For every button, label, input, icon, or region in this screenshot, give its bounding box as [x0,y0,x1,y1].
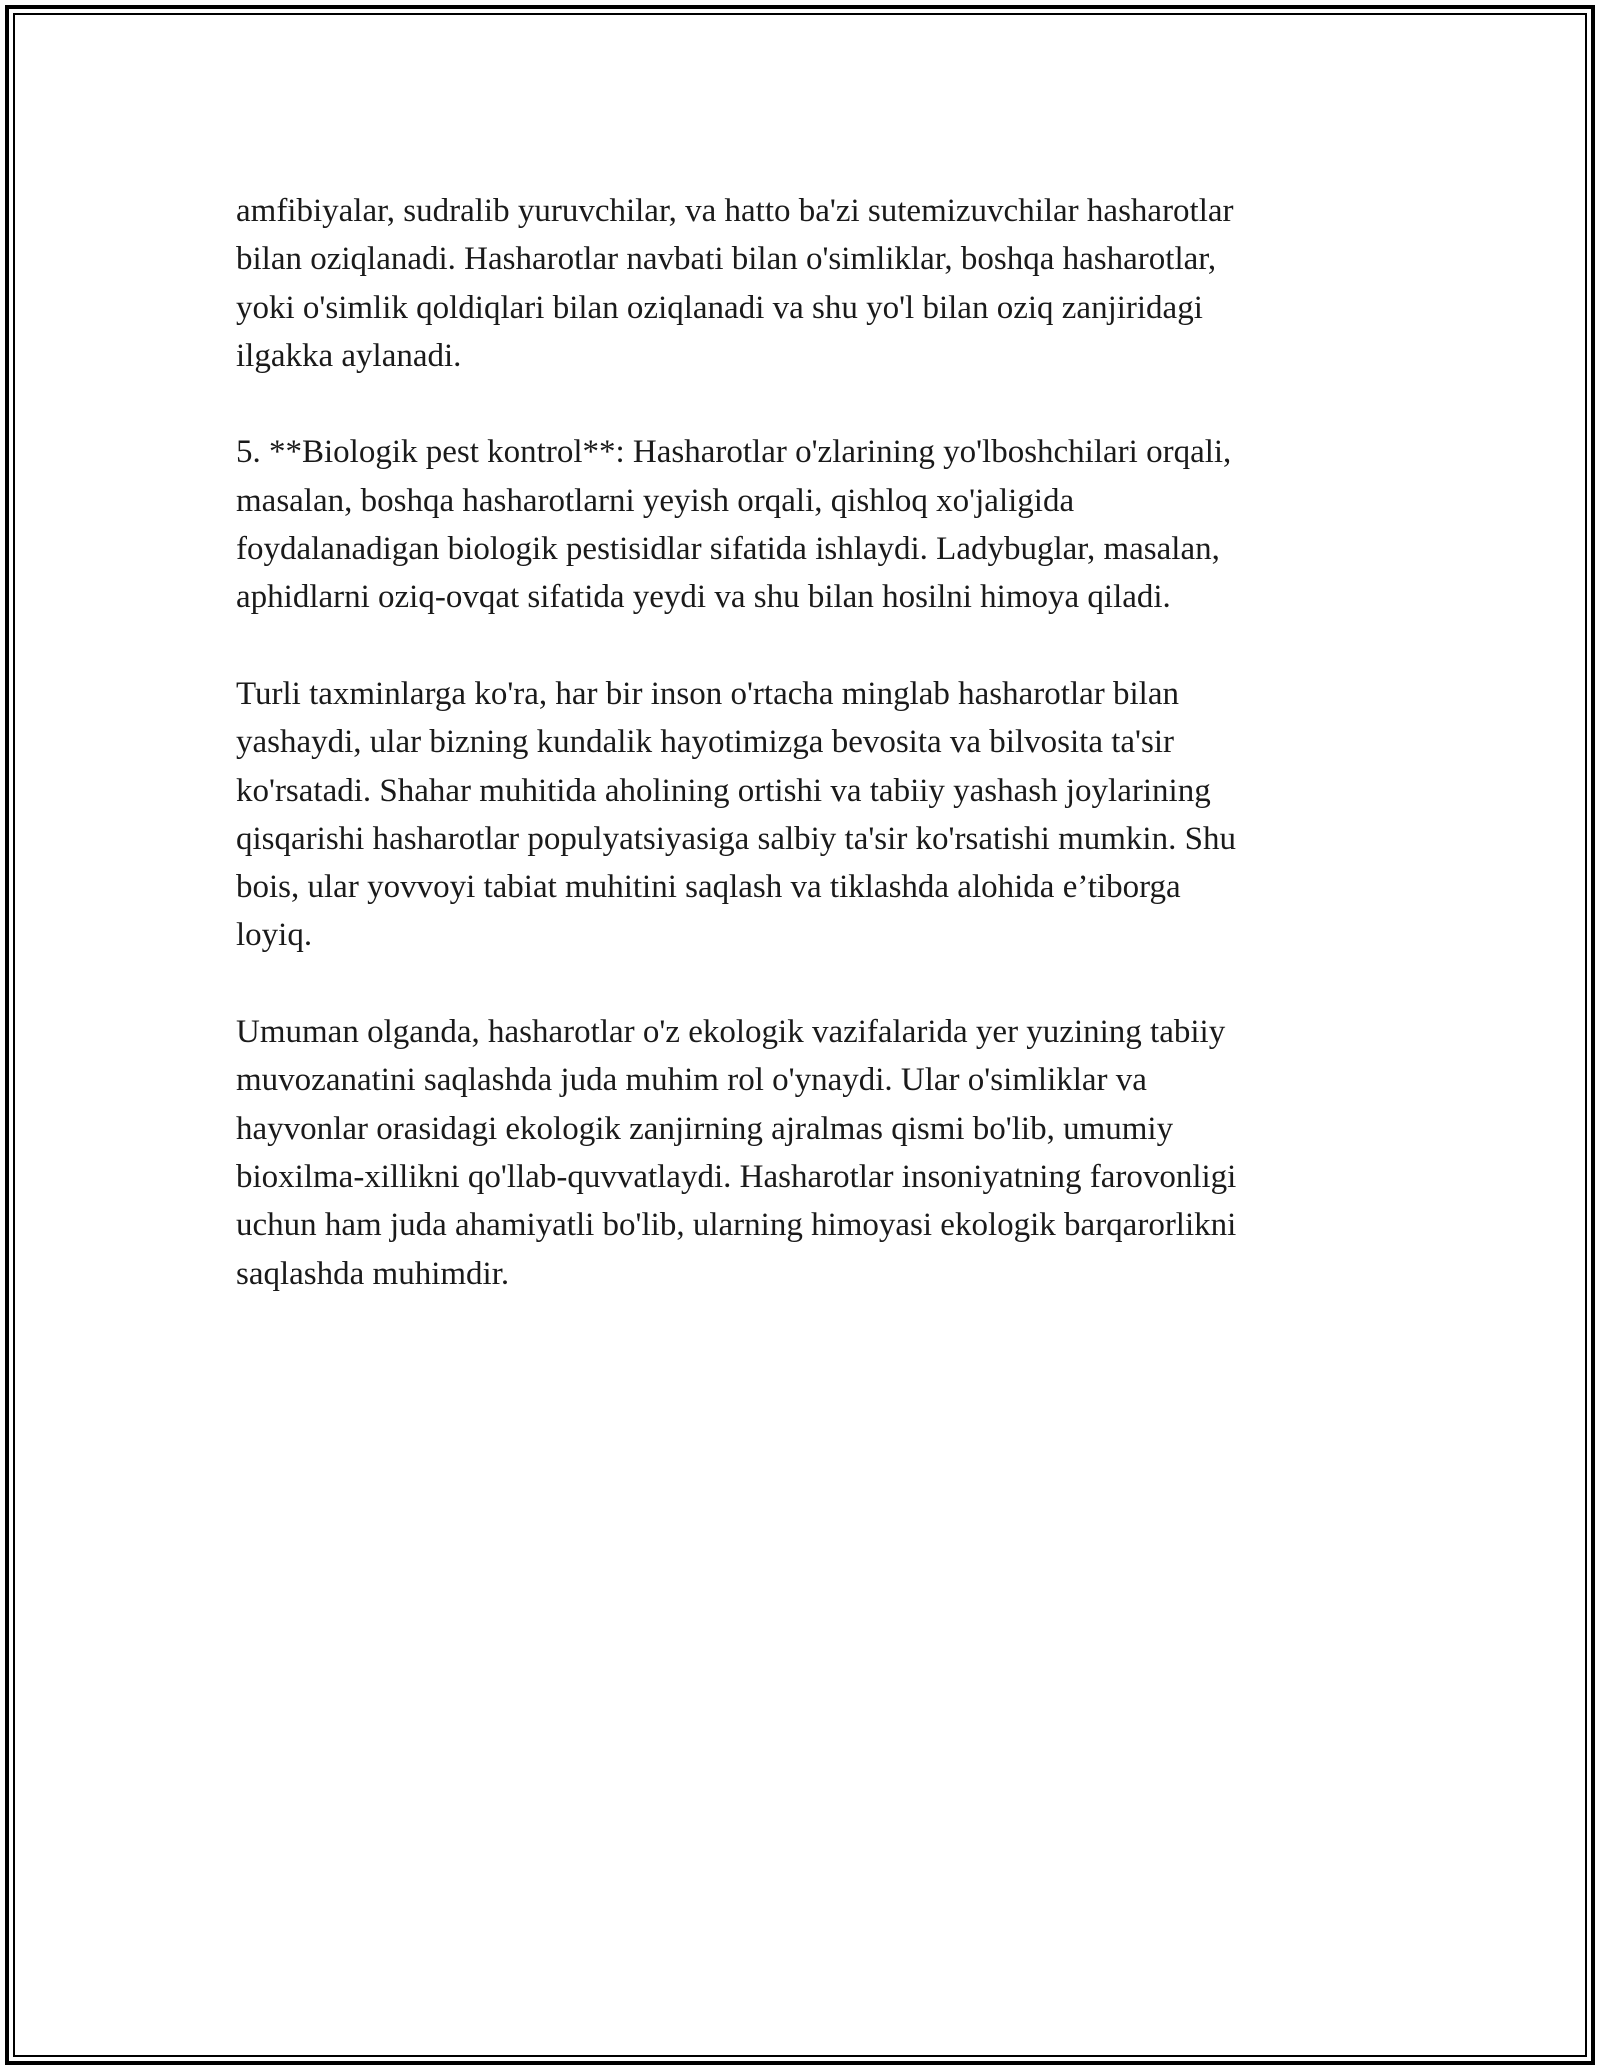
document-body [236,187,1356,1346]
text-line: ilgakka aylanadi. [236,337,462,374]
text-line: qisqarishi hasharotlar populyatsiyasiga salbiy ta'sir ko'rsatishi mumkin. Shu [236,820,1236,857]
text-line: aphidlarni oziq-ovqat sifatida yeydi va shu bilan hosilni himoya qiladi. [236,579,1171,616]
text-line: hayvonlar orasidagi ekologik zanjirning ajralmas qismi bo'lib, umumiy [236,1110,1174,1147]
paragraph-human-coexistence [236,670,1356,960]
text-line: bilan oziqlanadi. Hasharotlar navbati bilan o'simliklar, boshqa hasharotlar, [236,241,1217,278]
text-line: saqlashda muhimdir. [236,1255,510,1292]
text-line: foydalanadigan biologik pestisidlar sifatida ishlaydi. Ladybuglar, masalan, [236,531,1220,568]
text-line: 5. **Biologik pest kontrol**: Hasharotlar o'zlarining yo'lboshchilari orqali, [236,434,1232,471]
paragraph-conclusion [236,1008,1356,1298]
text-line: yashaydi, ular bizning kundalik hayotimizga bevosita va bilvosita ta'sir [236,724,1174,761]
text-line: bioxilma-xillikni qo'llab-quvvatlaydi. Hasharotlar insoniyatning farovonligi [236,1158,1237,1195]
text-line: Umuman olganda, hasharotlar o'z ekologik vazifalarida yer yuzining tabiiy [236,1014,1226,1051]
text-line: masalan, boshqa hasharotlarni yeyish orqali, qishloq xo'jaligida [236,482,1075,519]
paragraph-biological-pest-control [236,428,1356,621]
text-line: bois, ular yovvoyi tabiat muhitini saqlash va tiklashda alohida e’tiborga [236,869,1181,906]
text-line: Turli taxminlarga ko'ra, har bir inson o'rtacha minglab hasharotlar bilan [236,675,1179,712]
text-line: uchun ham juda ahamiyatli bo'lib, ularning himoyasi ekologik barqarorlikni [236,1207,1237,1244]
text-line: yoki o'simlik qoldiqlari bilan oziqlanadi va shu yo'l bilan oziq zanjiridagi [236,289,1203,326]
text-line: loyiq. [236,917,313,954]
text-line: muvozanatini saqlashda juda muhim rol o'ynaydi. Ular o'simliklar va [236,1062,1147,1099]
text-line: amfibiyalar, sudralib yuruvchilar, va hatto ba'zi sutemizuvchilar hasharotlar [236,193,1234,229]
paragraph-food-chain [236,187,1356,380]
text-line: ko'rsatadi. Shahar muhitida aholining ortishi va tabiiy yashash joylarining [236,772,1211,809]
